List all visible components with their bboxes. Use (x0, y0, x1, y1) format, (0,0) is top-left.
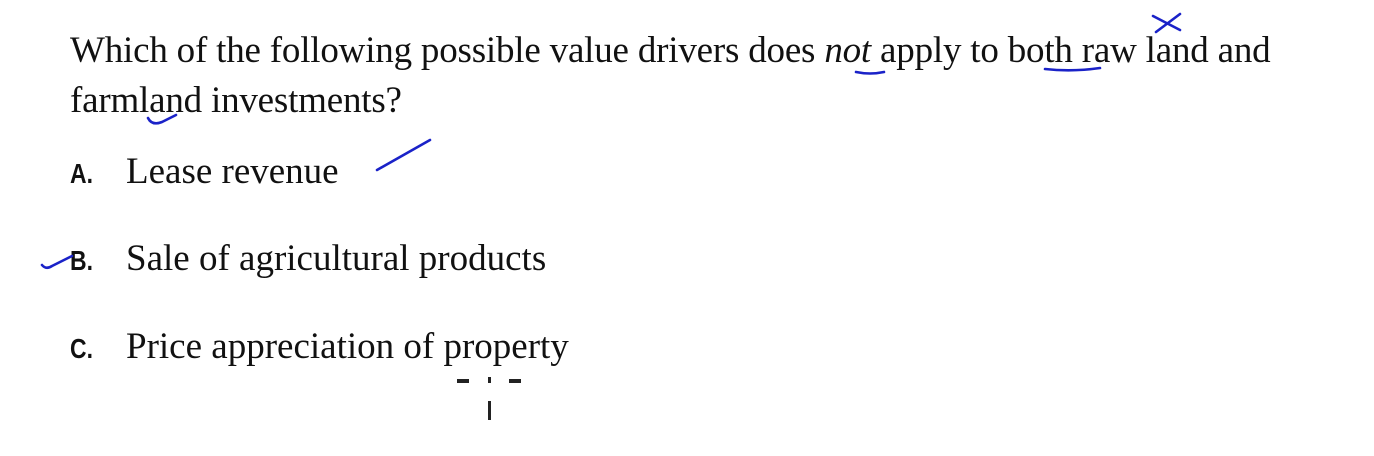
text-cursor-icon (455, 376, 525, 422)
option-a[interactable] (70, 150, 339, 196)
option-a-text: Lease revenue (126, 151, 339, 192)
option-c-letter: C. (70, 333, 93, 364)
option-c-text: Price appreciation of property (126, 326, 569, 367)
question-part-1: Which of the following possible value drivers does (70, 30, 825, 71)
question-part-2: apply to both raw land and farmland investments? (70, 30, 1271, 121)
option-b-letter: B. (70, 245, 93, 276)
stroke-option-a (377, 140, 430, 170)
option-c[interactable] (70, 325, 569, 371)
question-emphasis: not (824, 30, 871, 71)
option-b-text: Sale of agricultural products (126, 238, 547, 279)
option-a-letter: A. (70, 158, 93, 189)
option-b[interactable] (70, 237, 546, 283)
check-option-b (42, 256, 72, 268)
question-text (70, 26, 1350, 126)
